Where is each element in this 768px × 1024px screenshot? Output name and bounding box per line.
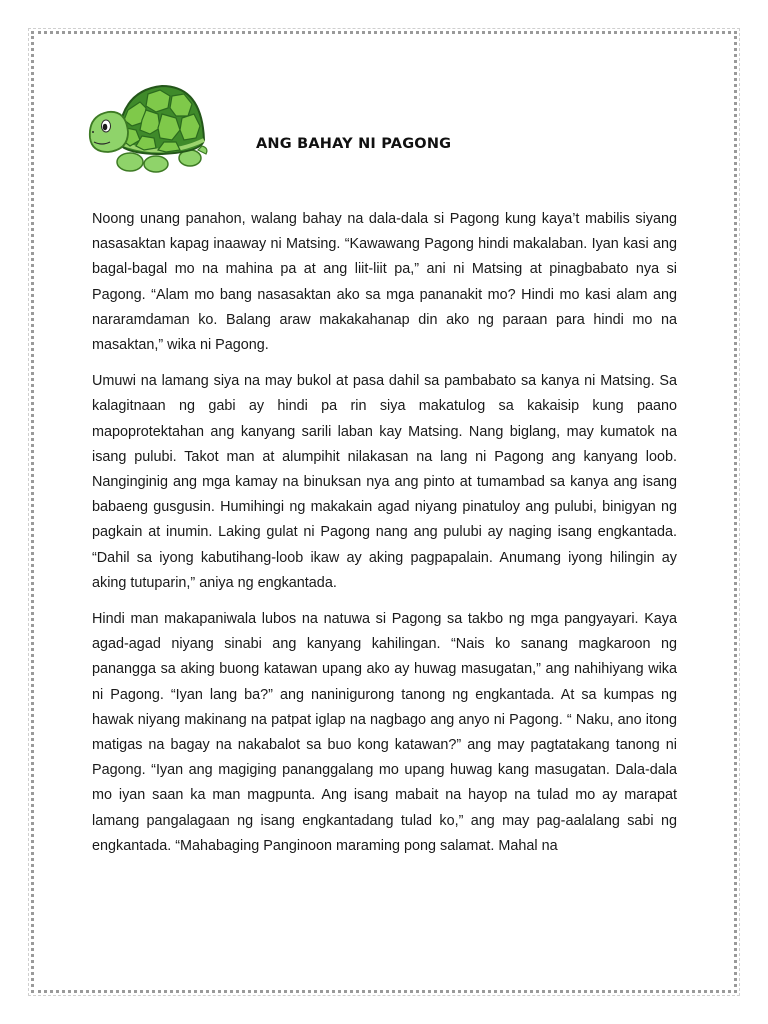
paragraph-2: Umuwi na lamang siya na may bukol at pasa dahil sa pambabato sa kanya ni Matsing. Sa kalagitnaan ng gabi ay hindi pa rin siya makatulog sa kakaisip kung paano mapoprotektahan ang kanyang sarili laban kay Matsing. Nang biglang, may kumatok na isang pulubi. Takot man at alumpihit nilakasan na lang ni Pagong ang kanyang loob. Nanginginig ang mga kamay na binuksan nya ang pinto at tumambad sa kanya ang isang babaeng gusgusin. Humihingi ng makakain agad niyang pinatuloy ang pulubi, binigyan ng pagkain at inumin. Laking gulat ni Pagong nang ang pulubi ay naging isang engkantada. “Dahil sa iyong kabutihang-loob ikaw ay aking pagpapalain. Anumang iyong hilingin ay aking tutuparin,” aniya ng engkantada. xyxy=(92,373,677,591)
paragraph-1: Noong unang panahon, walang bahay na dala-dala si Pagong kung kaya’t mabilis siyang nasasaktan kapag inaaway ni Matsing. “Kawawang Pagong hindi makalaban. Iyan kasi ang bagal-bagal mo na mahina pa at ang liit-liit pa,” ani ni Matsing at pinagbabato nya si Pagong. “Alam mo bang nasasaktan ako sa mga pananakit mo? Hindi mo kasi alam ang nararamdaman ko. Balang araw makakahanap din ako ng paraan para hindi mo na masaktan,” wika ni Pagong. xyxy=(92,211,677,354)
story-body xyxy=(92,207,677,870)
document-title: ANG BAHAY NI PAGONG xyxy=(256,136,452,152)
turtle-icon xyxy=(86,80,210,174)
paragraph-3: Hindi man makapaniwala lubos na natuwa si Pagong sa takbo ng mga pangyayari. Kaya agad-agad niyang sinabi ang kanyang kahilingan. “Nais ko sanang magkaroon ng panangga sa aking buong katawan upang ako ay huwag masugatan,” ang nahihiyang wika ni Pagong. “Iyan lang ba?” ang naninigurong tanong ng engkantada. At sa kumpas ng hawak niyang makinang na patpat iglap na nagbago ang anyo ni Pagong. “ Naku, ano itong matigas na bagay na nakabalot sa buo kong katawan?” ang may pagtatakang tanong ni Pagong. “Iyan ang magiging pananggalang mo upang huwag kang masugatan. Dala-dala mo iyan saan ka man magpunta. Ang isang mabait na hayop na tulad mo ay marapat lamang pangalagaan ng isang engkantadang tulad ko,” ang may pag-aalalang sabi ng engkantada. “Mahabaging Panginoon maraming pong salamat. Mahal na xyxy=(92,611,677,854)
